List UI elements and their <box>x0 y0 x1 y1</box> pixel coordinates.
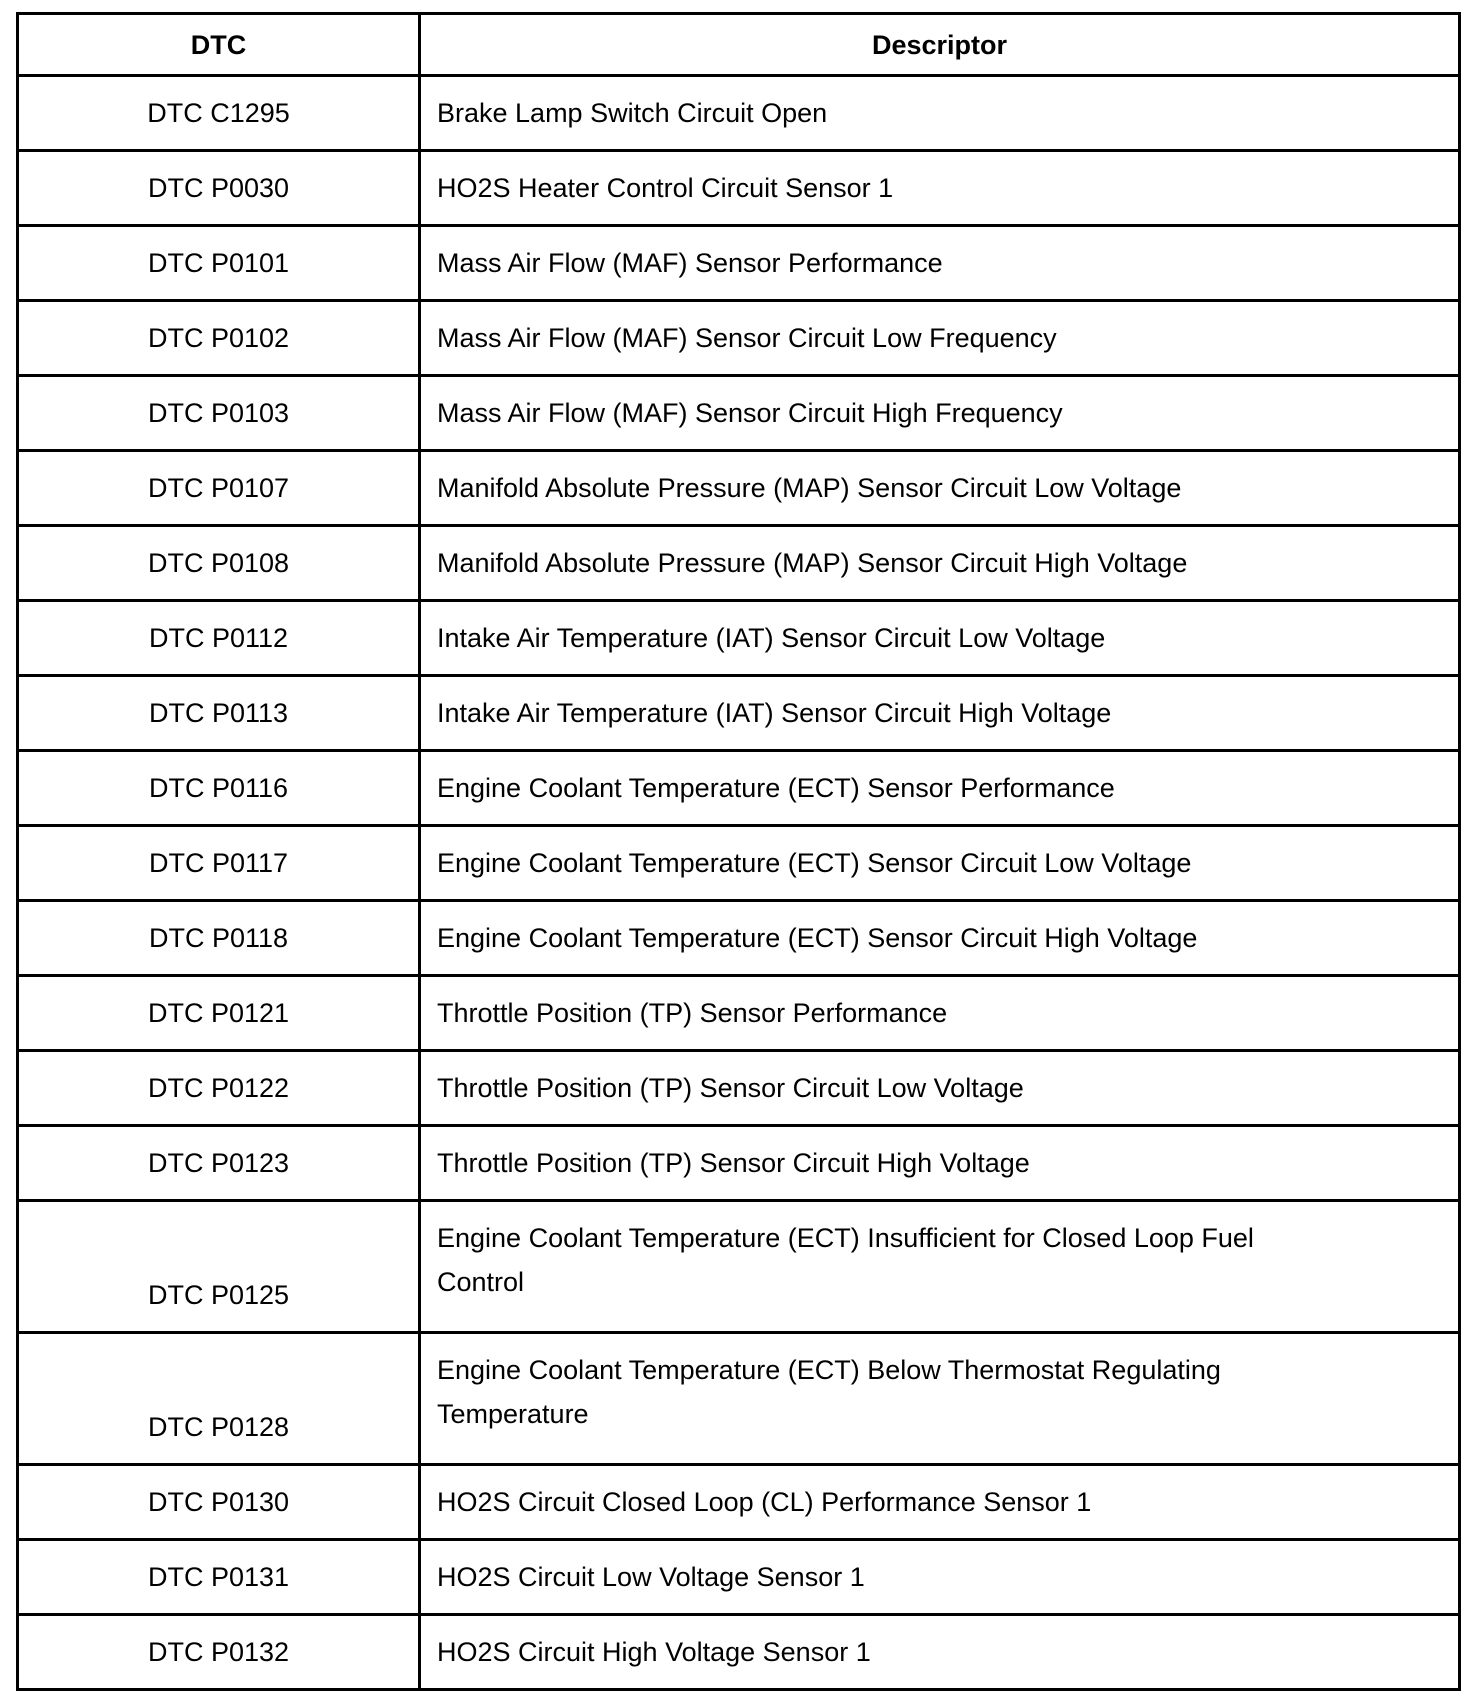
descriptor-cell: Intake Air Temperature (IAT) Sensor Circuit High Voltage <box>420 676 1460 751</box>
descriptor-cell: Brake Lamp Switch Circuit Open <box>420 76 1460 151</box>
descriptor-cell: Mass Air Flow (MAF) Sensor Circuit High Frequency <box>420 376 1460 451</box>
dtc-code-cell: DTC P0101 <box>18 226 420 301</box>
descriptor-cell: Engine Coolant Temperature (ECT) Sensor Circuit High Voltage <box>420 901 1460 976</box>
dtc-code-cell: DTC P0125 <box>18 1201 420 1333</box>
descriptor-cell: Throttle Position (TP) Sensor Circuit Low Voltage <box>420 1051 1460 1126</box>
table-row <box>18 526 1460 601</box>
column-header-dtc: DTC <box>18 14 420 76</box>
descriptor-cell: Intake Air Temperature (IAT) Sensor Circuit Low Voltage <box>420 601 1460 676</box>
table-row <box>18 301 1460 376</box>
dtc-code-cell: DTC P0132 <box>18 1615 420 1690</box>
dtc-code-cell: DTC P0108 <box>18 526 420 601</box>
table-body <box>18 76 1460 1690</box>
dtc-code-cell: DTC P0122 <box>18 1051 420 1126</box>
descriptor-cell: Manifold Absolute Pressure (MAP) Sensor Circuit High Voltage <box>420 526 1460 601</box>
dtc-code-cell: DTC P0107 <box>18 451 420 526</box>
descriptor-cell: HO2S Circuit High Voltage Sensor 1 <box>420 1615 1460 1690</box>
descriptor-cell: Mass Air Flow (MAF) Sensor Performance <box>420 226 1460 301</box>
dtc-code-cell: DTC P0116 <box>18 751 420 826</box>
dtc-code-cell: DTC P0030 <box>18 151 420 226</box>
table-row <box>18 76 1460 151</box>
table-row <box>18 1465 1460 1540</box>
table-row <box>18 151 1460 226</box>
dtc-table <box>16 12 1461 1691</box>
table-row <box>18 601 1460 676</box>
dtc-code-cell: DTC P0121 <box>18 976 420 1051</box>
table-row <box>18 1615 1460 1690</box>
descriptor-cell: Engine Coolant Temperature (ECT) Sensor Circuit Low Voltage <box>420 826 1460 901</box>
descriptor-cell: Engine Coolant Temperature (ECT) Insufficient for Closed Loop Fuel Control <box>420 1201 1460 1333</box>
descriptor-cell: HO2S Circuit Closed Loop (CL) Performance Sensor 1 <box>420 1465 1460 1540</box>
dtc-code-cell: DTC P0128 <box>18 1333 420 1465</box>
table-row <box>18 1126 1460 1201</box>
dtc-code-cell: DTC C1295 <box>18 76 420 151</box>
dtc-code-cell: DTC P0112 <box>18 601 420 676</box>
table-row <box>18 676 1460 751</box>
descriptor-cell: Throttle Position (TP) Sensor Performance <box>420 976 1460 1051</box>
column-header-descriptor: Descriptor <box>420 14 1460 76</box>
dtc-code-cell: DTC P0118 <box>18 901 420 976</box>
descriptor-cell: Engine Coolant Temperature (ECT) Sensor Performance <box>420 751 1460 826</box>
table-row <box>18 826 1460 901</box>
descriptor-cell: Mass Air Flow (MAF) Sensor Circuit Low Frequency <box>420 301 1460 376</box>
descriptor-cell: Manifold Absolute Pressure (MAP) Sensor Circuit Low Voltage <box>420 451 1460 526</box>
dtc-code-cell: DTC P0130 <box>18 1465 420 1540</box>
descriptor-cell: HO2S Heater Control Circuit Sensor 1 <box>420 151 1460 226</box>
dtc-code-cell: DTC P0131 <box>18 1540 420 1615</box>
descriptor-cell: Engine Coolant Temperature (ECT) Below Thermostat Regulating Temperature <box>420 1333 1460 1465</box>
dtc-code-cell: DTC P0113 <box>18 676 420 751</box>
descriptor-cell: HO2S Circuit Low Voltage Sensor 1 <box>420 1540 1460 1615</box>
table-row <box>18 751 1460 826</box>
dtc-code-cell: DTC P0117 <box>18 826 420 901</box>
table-row <box>18 376 1460 451</box>
table-row <box>18 1333 1460 1465</box>
table-row <box>18 1540 1460 1615</box>
descriptor-cell: Throttle Position (TP) Sensor Circuit High Voltage <box>420 1126 1460 1201</box>
dtc-code-cell: DTC P0102 <box>18 301 420 376</box>
table-row <box>18 1201 1460 1333</box>
dtc-code-cell: DTC P0123 <box>18 1126 420 1201</box>
table-row <box>18 226 1460 301</box>
table-header-row <box>18 14 1460 76</box>
table-row <box>18 1051 1460 1126</box>
table-row <box>18 451 1460 526</box>
table-row <box>18 901 1460 976</box>
dtc-code-cell: DTC P0103 <box>18 376 420 451</box>
table-row <box>18 976 1460 1051</box>
